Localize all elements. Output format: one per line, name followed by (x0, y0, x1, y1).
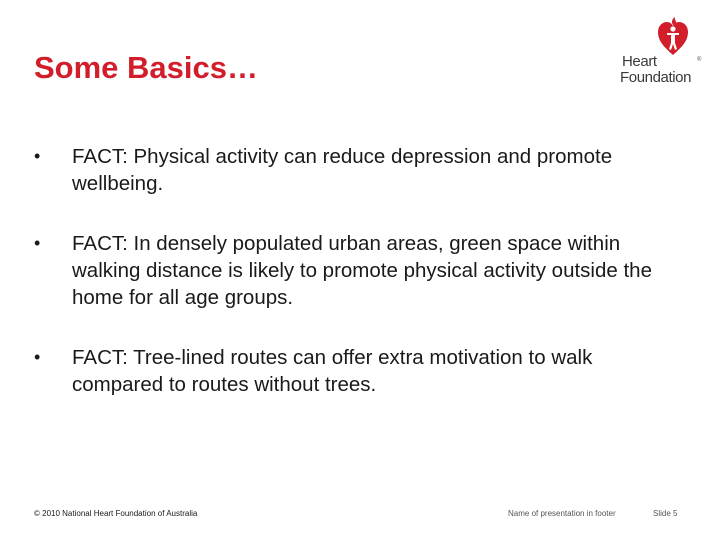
footer-copyright: © 2010 National Heart Foundation of Australia (34, 509, 198, 518)
bullet-item (34, 344, 674, 398)
bullet-list (34, 143, 674, 431)
bullet-text: FACT: Tree-lined routes can offer extra motivation to walk compared to routes without trees. (72, 346, 593, 396)
bullet-dot: • (34, 347, 41, 367)
heart-figure-icon (656, 16, 690, 56)
bullet-item (34, 230, 674, 311)
bullet-dot: • (34, 233, 41, 253)
registered-mark: ® (697, 57, 702, 63)
logo-line-heart: Heart (622, 53, 657, 70)
bullet-item (34, 143, 674, 197)
logo-line-foundation: Foundation (620, 69, 692, 86)
bullet-dot: • (34, 146, 41, 166)
bullet-text: FACT: In densely populated urban areas, green space within walking distance is likely to promote physical activity outside the home for all age groups. (72, 232, 652, 309)
footer-presentation-name: Name of presentation in footer (508, 509, 616, 518)
logo-wordmark (620, 54, 702, 86)
slide-title: Some Basics… (34, 50, 258, 85)
footer-slide-number: Slide 5 (653, 509, 678, 518)
bullet-text: FACT: Physical activity can reduce depression and promote wellbeing. (72, 145, 613, 195)
heart-foundation-logo (620, 16, 702, 88)
